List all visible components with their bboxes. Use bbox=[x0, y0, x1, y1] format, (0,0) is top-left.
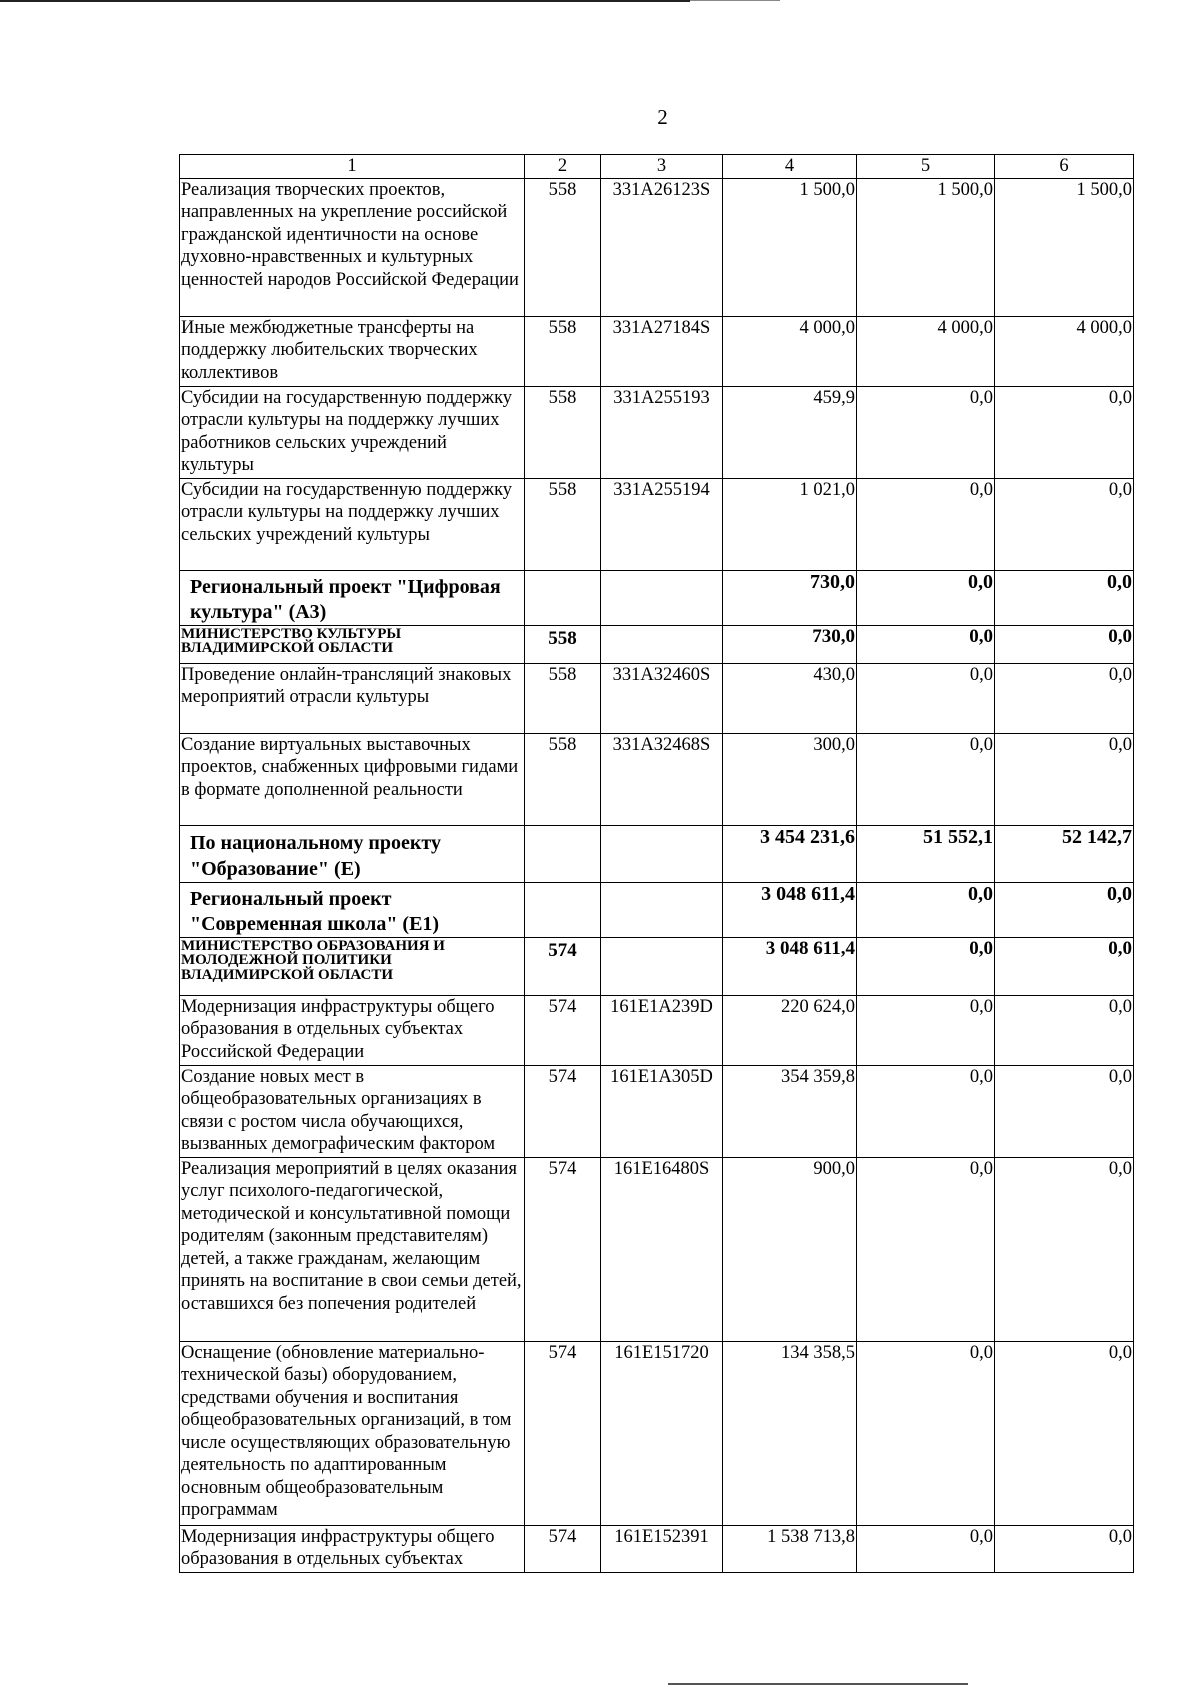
ministry-row bbox=[180, 625, 1134, 663]
row-name-cell: Создание новых мест в общеобразовательных организациях в связи с ростом числа обучающихся, вызванных демографическим фактором bbox=[180, 1065, 525, 1157]
row-name-cell: По национальному проекту "Образование" (Е) bbox=[180, 825, 525, 882]
amount-cell: 0,0 bbox=[995, 937, 1134, 995]
amount-cell: 0,0 bbox=[857, 882, 995, 937]
amount-cell: 1 500,0 bbox=[857, 178, 995, 316]
ministry-row bbox=[180, 937, 1134, 995]
amount-cell: 0,0 bbox=[857, 733, 995, 825]
header-cell: 4 bbox=[723, 155, 857, 179]
row-name-cell: Субсидии на государственную поддержку отрасли культуры на поддержку лучших работников сельских учреждений культуры bbox=[180, 386, 525, 478]
row-name-cell: Модернизация инфраструктуры общего образования в отдельных субъектах bbox=[180, 1525, 525, 1572]
amount-cell: 51 552,1 bbox=[857, 825, 995, 882]
table-row bbox=[180, 1157, 1134, 1341]
amount-cell: 0,0 bbox=[995, 882, 1134, 937]
amount-cell: 730,0 bbox=[723, 570, 857, 625]
row-name-cell: МИНИСТЕРСТВО ОБРАЗОВАНИЯ И МОЛОДЕЖНОЙ ПОЛИТИКИ ВЛАДИМИРСКОЙ ОБЛАСТИ bbox=[180, 937, 525, 995]
amount-cell: 0,0 bbox=[857, 1065, 995, 1157]
ministry-code-cell bbox=[525, 825, 601, 882]
ministry-code-cell: 574 bbox=[525, 995, 601, 1065]
row-name-cell: Иные межбюджетные трансферты на поддержку любительских творческих коллективов bbox=[180, 316, 525, 386]
amount-cell: 0,0 bbox=[995, 478, 1134, 570]
scan-edge-top-faint bbox=[690, 0, 780, 1]
target-article-cell: 161E151720 bbox=[601, 1341, 723, 1525]
amount-cell: 0,0 bbox=[995, 625, 1134, 663]
ministry-code-cell: 574 bbox=[525, 1341, 601, 1525]
header-cell: 2 bbox=[525, 155, 601, 179]
target-article-cell: 161E152391 bbox=[601, 1525, 723, 1572]
amount-cell: 3 048 611,4 bbox=[723, 882, 857, 937]
ministry-code-cell bbox=[525, 882, 601, 937]
row-name-cell: Региональный проект "Современная школа" (Е1) bbox=[180, 882, 525, 937]
amount-cell: 0,0 bbox=[995, 733, 1134, 825]
amount-cell: 459,9 bbox=[723, 386, 857, 478]
target-article-cell: 331A26123S bbox=[601, 178, 723, 316]
amount-cell: 354 359,8 bbox=[723, 1065, 857, 1157]
scan-edge-bottom bbox=[668, 1683, 968, 1685]
column-number-header-row bbox=[180, 155, 1134, 179]
table-row bbox=[180, 178, 1134, 316]
amount-cell: 134 358,5 bbox=[723, 1341, 857, 1525]
ministry-code-cell: 558 bbox=[525, 625, 601, 663]
target-article-cell: 331A32468S bbox=[601, 733, 723, 825]
table-row bbox=[180, 1341, 1134, 1525]
ministry-code-cell: 558 bbox=[525, 386, 601, 478]
ministry-code-cell: 558 bbox=[525, 478, 601, 570]
row-name-cell: Региональный проект "Цифровая культура" (А3) bbox=[180, 570, 525, 625]
amount-cell: 0,0 bbox=[857, 570, 995, 625]
target-article-cell: 331A27184S bbox=[601, 316, 723, 386]
target-article-cell bbox=[601, 937, 723, 995]
national-project-row bbox=[180, 825, 1134, 882]
amount-cell: 0,0 bbox=[995, 1525, 1134, 1572]
amount-cell: 0,0 bbox=[857, 995, 995, 1065]
amount-cell: 3 048 611,4 bbox=[723, 937, 857, 995]
ministry-code-cell: 558 bbox=[525, 316, 601, 386]
amount-cell: 4 000,0 bbox=[723, 316, 857, 386]
amount-cell: 0,0 bbox=[995, 1157, 1134, 1341]
amount-cell: 0,0 bbox=[995, 1341, 1134, 1525]
scan-edge-top bbox=[0, 0, 690, 2]
row-name-cell: Создание виртуальных выставочных проектов, снабженных цифровыми гидами в формате дополненной реальности bbox=[180, 733, 525, 825]
table-row bbox=[180, 733, 1134, 825]
amount-cell: 0,0 bbox=[995, 663, 1134, 733]
amount-cell: 0,0 bbox=[857, 663, 995, 733]
amount-cell: 300,0 bbox=[723, 733, 857, 825]
ministry-code-cell: 558 bbox=[525, 178, 601, 316]
regional-project-row bbox=[180, 570, 1134, 625]
amount-cell: 4 000,0 bbox=[995, 316, 1134, 386]
amount-cell: 0,0 bbox=[857, 625, 995, 663]
amount-cell: 1 500,0 bbox=[723, 178, 857, 316]
row-name-cell: Реализация мероприятий в целях оказания услуг психолого-педагогической, методической и консультативной помощи родителям (законным представителям) детей, а также гражданам, желающим принять на воспитание в свои семьи детей, оставшихся без попечения родителей bbox=[180, 1157, 525, 1341]
amount-cell: 220 624,0 bbox=[723, 995, 857, 1065]
amount-cell: 900,0 bbox=[723, 1157, 857, 1341]
amount-cell: 0,0 bbox=[857, 1157, 995, 1341]
target-article-cell bbox=[601, 882, 723, 937]
row-name-cell: МИНИСТЕРСТВО КУЛЬТУРЫ ВЛАДИМИРСКОЙ ОБЛАСТИ bbox=[180, 625, 525, 663]
row-name-cell: Модернизация инфраструктуры общего образования в отдельных субъектах Российской Федерации bbox=[180, 995, 525, 1065]
amount-cell: 1 500,0 bbox=[995, 178, 1134, 316]
row-name-cell: Оснащение (обновление материально-технической базы) оборудованием, средствами обучения и воспитания общеобразовательных организаций, в том числе осуществляющих образовательную деятельность по адаптированным основным общеобразовательным программам bbox=[180, 1341, 525, 1525]
amount-cell: 0,0 bbox=[995, 570, 1134, 625]
amount-cell: 0,0 bbox=[995, 995, 1134, 1065]
row-name-cell: Проведение онлайн-трансляций знаковых мероприятий отрасли культуры bbox=[180, 663, 525, 733]
target-article-cell: 161E1A239D bbox=[601, 995, 723, 1065]
target-article-cell: 161E1A305D bbox=[601, 1065, 723, 1157]
budget-table bbox=[179, 154, 1134, 1573]
table-row bbox=[180, 478, 1134, 570]
amount-cell: 0,0 bbox=[857, 937, 995, 995]
amount-cell: 730,0 bbox=[723, 625, 857, 663]
target-article-cell: 331A255194 bbox=[601, 478, 723, 570]
header-cell: 5 bbox=[857, 155, 995, 179]
table-row bbox=[180, 1525, 1134, 1572]
target-article-cell bbox=[601, 625, 723, 663]
ministry-code-cell: 574 bbox=[525, 1525, 601, 1572]
header-cell: 6 bbox=[995, 155, 1134, 179]
regional-project-row bbox=[180, 882, 1134, 937]
target-article-cell: 161E16480S bbox=[601, 1157, 723, 1341]
amount-cell: 0,0 bbox=[857, 386, 995, 478]
table-row bbox=[180, 663, 1134, 733]
header-cell: 1 bbox=[180, 155, 525, 179]
page-number: 2 bbox=[657, 105, 668, 129]
amount-cell: 4 000,0 bbox=[857, 316, 995, 386]
ministry-code-cell: 574 bbox=[525, 937, 601, 995]
ministry-code-cell: 574 bbox=[525, 1065, 601, 1157]
table-row bbox=[180, 316, 1134, 386]
target-article-cell bbox=[601, 825, 723, 882]
amount-cell: 52 142,7 bbox=[995, 825, 1134, 882]
ministry-code-cell bbox=[525, 570, 601, 625]
amount-cell: 1 538 713,8 bbox=[723, 1525, 857, 1572]
amount-cell: 0,0 bbox=[995, 386, 1134, 478]
row-name-cell: Реализация творческих проектов, направленных на укрепление российской гражданской идентичности на основе духовно-нравственных и культурных ценностей народов Российской Федерации bbox=[180, 178, 525, 316]
amount-cell: 0,0 bbox=[857, 478, 995, 570]
target-article-cell: 331A255193 bbox=[601, 386, 723, 478]
amount-cell: 0,0 bbox=[857, 1525, 995, 1572]
table-row bbox=[180, 995, 1134, 1065]
target-article-cell bbox=[601, 570, 723, 625]
amount-cell: 430,0 bbox=[723, 663, 857, 733]
ministry-code-cell: 558 bbox=[525, 663, 601, 733]
amount-cell: 0,0 bbox=[995, 1065, 1134, 1157]
row-name-cell: Субсидии на государственную поддержку отрасли культуры на поддержку лучших сельских учреждений культуры bbox=[180, 478, 525, 570]
table-row bbox=[180, 1065, 1134, 1157]
amount-cell: 1 021,0 bbox=[723, 478, 857, 570]
ministry-code-cell: 574 bbox=[525, 1157, 601, 1341]
ministry-code-cell: 558 bbox=[525, 733, 601, 825]
amount-cell: 0,0 bbox=[857, 1341, 995, 1525]
amount-cell: 3 454 231,6 bbox=[723, 825, 857, 882]
header-cell: 3 bbox=[601, 155, 723, 179]
target-article-cell: 331A32460S bbox=[601, 663, 723, 733]
table-row bbox=[180, 386, 1134, 478]
